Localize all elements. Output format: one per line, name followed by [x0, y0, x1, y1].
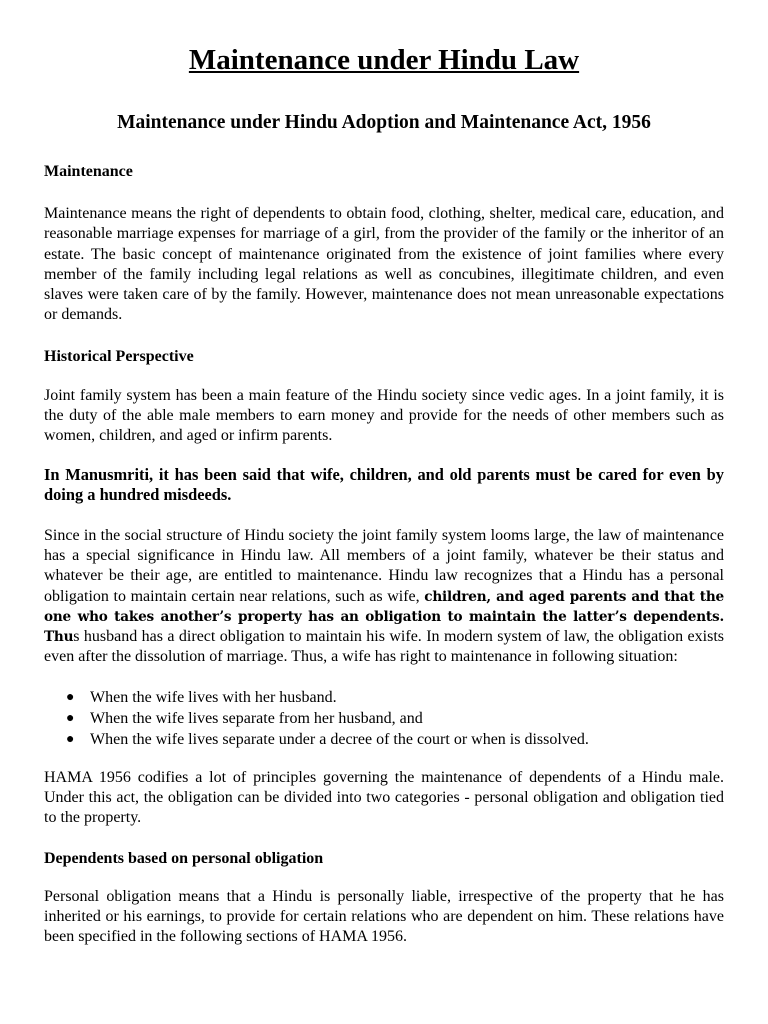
- heading-historical-perspective: Historical Perspective: [44, 347, 194, 365]
- paragraph-joint-family: Joint family system has been a main feature of the Hindu society since vedic ages. In a joint family, it is the duty of the able male members to earn money and provide for the needs of other members such as women, children, and aged or infirm parents.: [44, 386, 724, 445]
- bullet-icon: ●: [66, 731, 75, 747]
- list-item: [66, 708, 724, 729]
- paragraph-personal-obligation: Personal obligation means that a Hindu is personally liable, irrespective of the property that he has inherited or his earnings, to provide for certain relations who are dependent on him. These relations have been specified in the following sections of HAMA 1956.: [44, 887, 724, 946]
- document-subtitle: Maintenance under Hindu Adoption and Maintenance Act, 1956: [117, 112, 651, 133]
- bullet-icon: ●: [66, 689, 75, 705]
- heading-maintenance: Maintenance: [44, 163, 133, 180]
- paragraph-maintenance-definition: Maintenance means the right of dependents to obtain food, clothing, shelter, medical care, education, and reasonable marriage expenses for marriage of a girl, from the provider of the family or the inheritor of an estate. The basic concept of maintenance originated from the existence of joint families where every member of the family including legal relations as well as concubines, illegitimate children, and even slaves were taken care of by the family. However, maintenance does not mean unreasonable expectations or demands.: [44, 205, 724, 324]
- social-structure-bold-text: children, and aged parents and that the one who takes another’s property has an obligation to maintain the latter’s dependents. Thu: [44, 588, 724, 646]
- document-title: Maintenance under Hindu Law: [188, 44, 580, 76]
- paragraph-manusmriti: In Manusmriti, it has been said that wife, children, and old parents must be cared for even by doing a hundred misdeeds.: [44, 464, 724, 505]
- list-item-text: When the wife lives with her husband.: [90, 688, 337, 706]
- maintenance-situations-list: [44, 687, 724, 750]
- paragraph-hama-1956: HAMA 1956 codifies a lot of principles governing the maintenance of dependents of a Hindu male. Under this act, the obligation can be divided into two categories - personal obligation and obligation tied to the property.: [44, 768, 724, 827]
- list-item-text: When the wife lives separate under a decree of the court or when is dissolved.: [90, 730, 589, 748]
- list-item: [66, 687, 724, 708]
- list-item: [66, 729, 724, 750]
- list-item-text: When the wife lives separate from her husband, and: [90, 709, 423, 727]
- social-structure-text-start: Since in the social structure of Hindu society the joint family system looms large, the law of maintenance has a special significance in Hindu law. All members of a joint family, whatever be their status and whatever be their age, are entitled to maintenance. Hindu law recognizes that a Hindu has a personal obligation to maintain certain near relations, such as wife,: [44, 526, 724, 605]
- social-structure-text-end: s husband has a direct obligation to maintain his wife. In modern system of law, the obligation exists even after the dissolution of marriage. Thus, a wife has right to maintenance in following situation:: [44, 628, 724, 666]
- paragraph-social-structure: [44, 526, 724, 668]
- bullet-icon: ●: [66, 710, 75, 726]
- heading-dependents-personal-obligation: Dependents based on personal obligation: [44, 849, 324, 867]
